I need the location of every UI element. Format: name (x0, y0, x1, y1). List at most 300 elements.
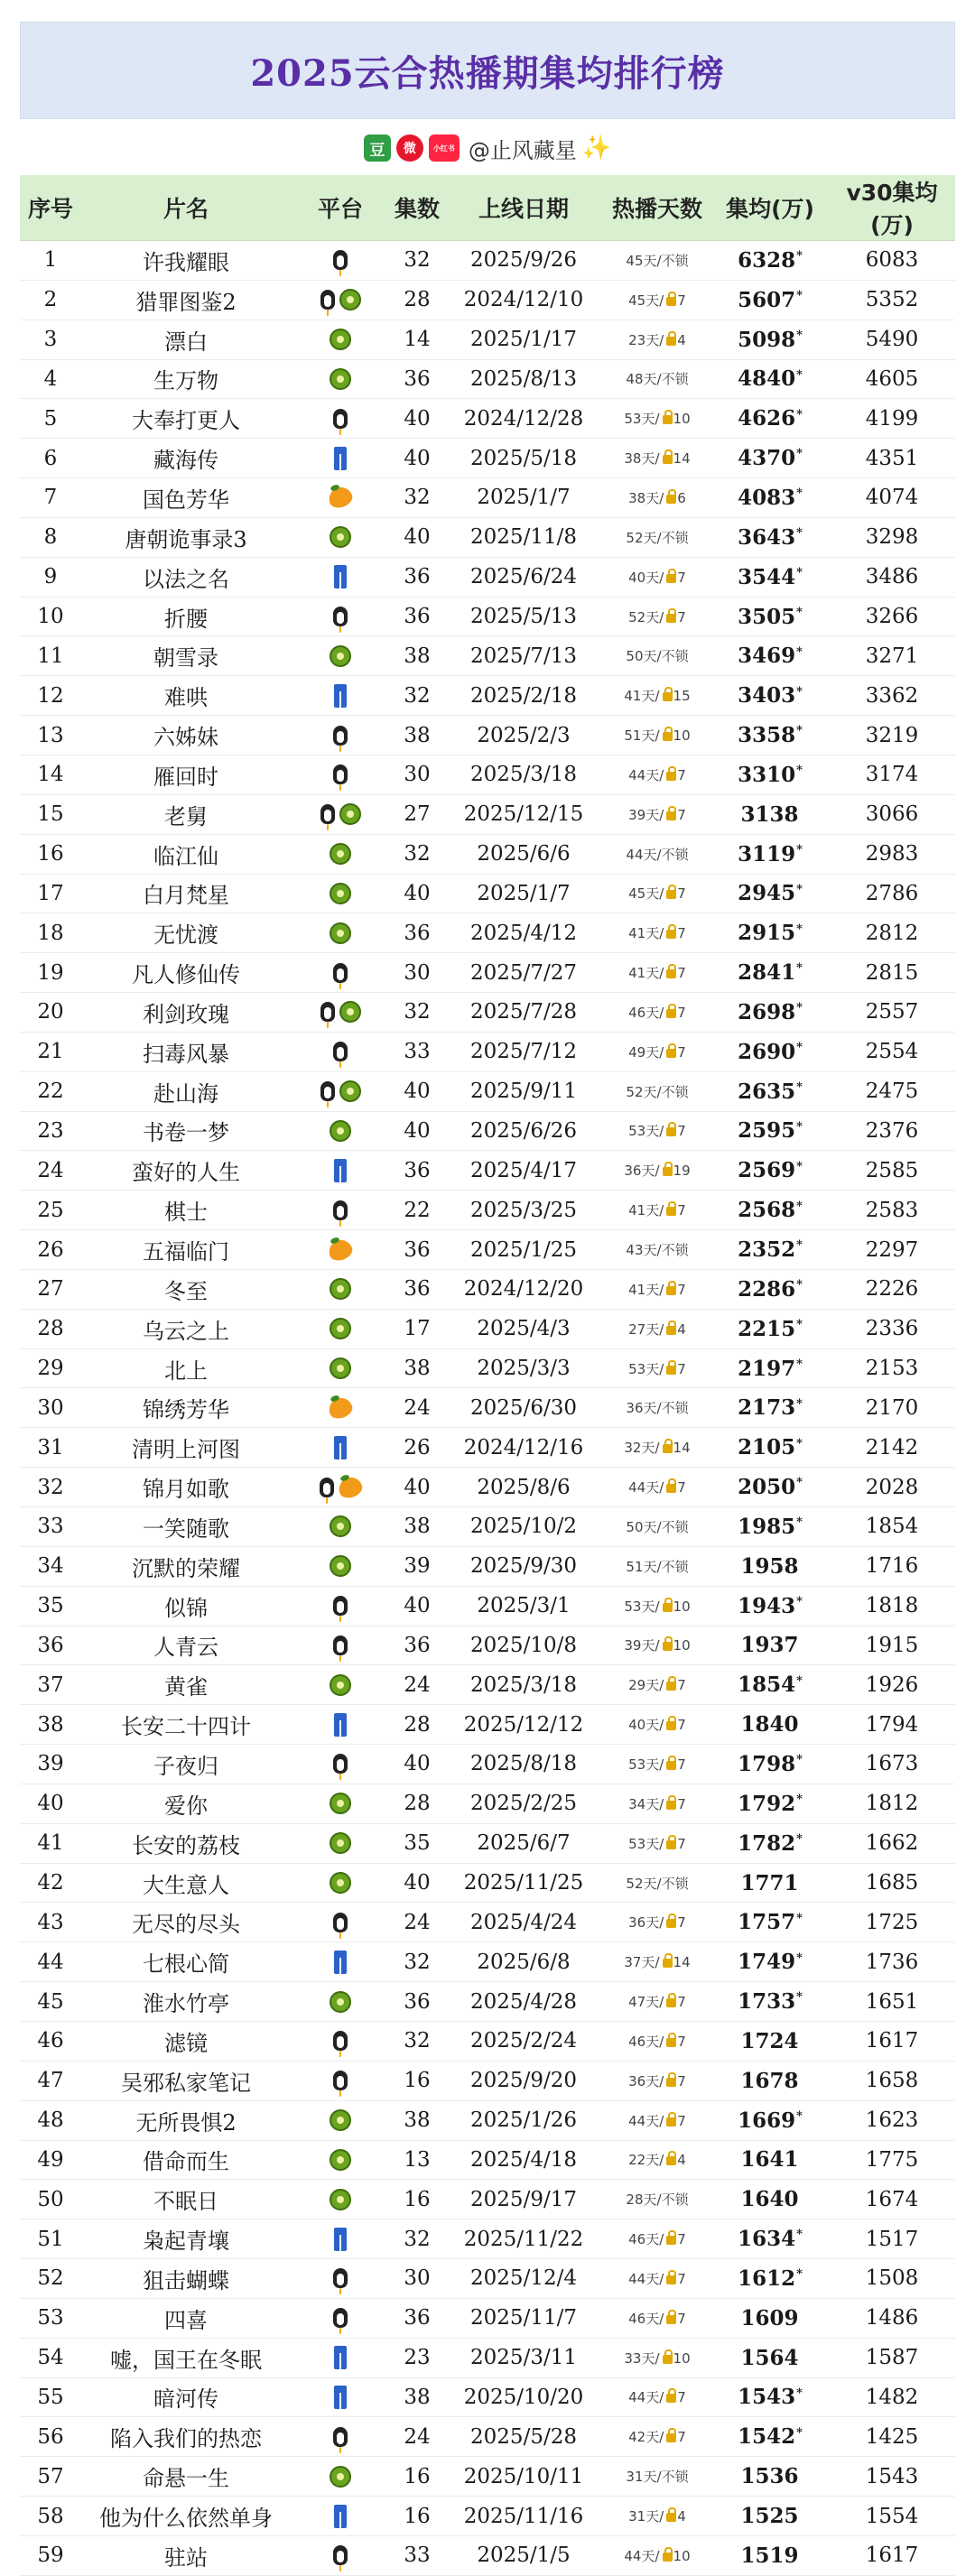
title-cell: 棋士 (81, 1191, 291, 1230)
rank-cell: 1 (20, 241, 81, 281)
lock-days: 7 (677, 292, 686, 309)
hot-days-text: 53天/ (628, 1835, 664, 1852)
avg-cell (711, 1823, 829, 1863)
lock-icon (663, 1603, 673, 1612)
v30-avg-cell: 1617 (829, 2535, 955, 2575)
episodes-cell: 35 (390, 1823, 444, 1863)
title-cell: 锦月如歌 (81, 1468, 291, 1507)
estimate-marker: * (796, 1001, 803, 1015)
table-row (20, 241, 955, 281)
estimate-marker: * (796, 1515, 803, 1530)
avg-value: 5607 (738, 287, 796, 312)
episodes-cell: 40 (390, 1468, 444, 1507)
episodes-cell: 40 (390, 439, 444, 478)
avg-cell (711, 439, 829, 478)
rank-cell: 54 (20, 2338, 81, 2377)
release-date-cell: 2025/6/7 (444, 1823, 603, 1863)
release-date-cell: 2025/4/28 (444, 1982, 603, 2022)
lock-days: 7 (677, 2072, 686, 2090)
rank-cell: 19 (20, 953, 81, 993)
kiwi-icon (330, 2109, 351, 2131)
avg-value: 1543 (738, 2385, 796, 2410)
penguin-icon (332, 763, 348, 786)
lock-days: 7 (677, 885, 686, 903)
estimate-marker: * (796, 684, 803, 699)
lock-days: 7 (677, 2389, 686, 2406)
episodes-cell: 38 (390, 2377, 444, 2417)
platform-cell (291, 1507, 390, 1547)
title-cell: 国色芳华 (81, 478, 291, 518)
avg-value: 1771 (740, 1870, 799, 1895)
rank-cell: 36 (20, 1626, 81, 1665)
hot-days-text: 34天/ (628, 1795, 664, 1812)
table-row (20, 1428, 955, 1468)
title-cell: 猎罪图鉴2 (81, 280, 291, 320)
avg-cell (711, 517, 829, 557)
kiwi-icon (330, 329, 351, 350)
avg-value: 3544 (738, 564, 796, 589)
rank-cell: 2 (20, 280, 81, 320)
table-row (20, 1665, 955, 1705)
avg-value: 5098 (738, 327, 796, 352)
table-row (20, 2219, 955, 2259)
episodes-cell: 40 (390, 1745, 444, 1784)
rank-cell: 48 (20, 2100, 81, 2140)
title-cell: 人青云 (81, 1626, 291, 1665)
release-date-cell: 2025/8/18 (444, 1745, 603, 1784)
episodes-cell: 40 (390, 874, 444, 913)
v30-avg-cell: 3266 (829, 597, 955, 636)
hot-days-cell (603, 1428, 711, 1468)
hot-days-cell (603, 1823, 711, 1863)
release-date-cell: 2025/9/30 (444, 1546, 603, 1586)
platform-cell (291, 2497, 390, 2536)
episodes-cell: 32 (390, 241, 444, 281)
title-cell: 陷入我们的热恋 (81, 2417, 291, 2457)
hot-days-text: 27天/ (628, 1320, 664, 1338)
episodes-cell: 14 (390, 320, 444, 359)
avg-cell (711, 1468, 829, 1507)
hot-days-cell (603, 320, 711, 359)
hot-days-text: 50天/不锁 (626, 648, 689, 665)
estimate-marker: * (796, 1476, 803, 1490)
lock-icon (666, 574, 676, 583)
platform-cell (291, 399, 390, 439)
kiwi-icon (330, 1832, 351, 1854)
episodes-cell: 33 (390, 1032, 444, 1071)
release-date-cell: 2024/12/16 (444, 1428, 603, 1468)
estimate-marker: * (796, 961, 803, 976)
rank-cell: 25 (20, 1191, 81, 1230)
title-cell: 清明上河图 (81, 1428, 291, 1468)
episodes-cell: 36 (390, 359, 444, 399)
lock-icon (666, 772, 676, 781)
episodes-cell: 16 (390, 2180, 444, 2219)
release-date-cell: 2025/2/3 (444, 716, 603, 755)
lock-icon (666, 1682, 676, 1691)
platform-cell (291, 1942, 390, 1982)
rank-cell: 3 (20, 320, 81, 359)
rank-cell: 9 (20, 557, 81, 597)
estimate-marker: * (796, 328, 803, 342)
title-cell: 似锦 (81, 1586, 291, 1626)
hot-days-cell (603, 1745, 711, 1784)
estimate-marker: * (796, 1951, 803, 1965)
release-date-cell: 2025/10/2 (444, 1507, 603, 1547)
lock-days: 7 (677, 1202, 686, 1219)
episodes-cell: 32 (390, 478, 444, 518)
avg-cell (711, 1942, 829, 1982)
mango-icon (336, 1474, 365, 1501)
hot-days-cell (603, 2100, 711, 2140)
hot-days-cell (603, 755, 711, 794)
lock-days: 7 (677, 766, 686, 783)
kiwi-icon (330, 645, 351, 667)
v30-avg-cell: 2028 (829, 1468, 955, 1507)
platform-cell (291, 913, 390, 953)
avg-value: 1840 (740, 1712, 799, 1737)
avg-cell (711, 597, 829, 636)
episodes-cell: 24 (390, 1665, 444, 1705)
table-row (20, 2061, 955, 2100)
estimate-marker: * (796, 724, 803, 738)
avg-value: 1943 (738, 1593, 796, 1618)
kiwi-icon (339, 1001, 361, 1023)
lock-icon (663, 455, 673, 464)
avg-cell (711, 953, 829, 993)
avg-value: 1640 (740, 2187, 799, 2212)
mango-icon (326, 485, 355, 512)
release-date-cell: 2025/8/13 (444, 359, 603, 399)
release-date-cell: 2025/11/25 (444, 1863, 603, 1903)
hot-days-cell (603, 1468, 711, 1507)
estimate-marker: * (796, 1753, 803, 1767)
v30-avg-cell: 1543 (829, 2457, 955, 2497)
avg-value: 1536 (740, 2464, 799, 2489)
jeans-icon (334, 2228, 347, 2251)
episodes-cell: 40 (390, 1863, 444, 1903)
avg-cell (711, 557, 829, 597)
lock-days: 7 (677, 806, 686, 823)
title-cell: 许我耀眼 (81, 241, 291, 281)
episodes-cell: 13 (390, 2140, 444, 2180)
hot-days-text: 44天/ (624, 2547, 660, 2564)
hot-days-text: 36天/不锁 (626, 1400, 689, 1417)
platform-cell (291, 2180, 390, 2219)
avg-value: 1798 (738, 1751, 796, 1776)
rank-cell: 18 (20, 913, 81, 953)
lock-icon (666, 1998, 676, 2007)
estimate-marker: * (796, 1832, 803, 1847)
lock-icon (666, 1326, 676, 1335)
title-cell: 无尽的尽头 (81, 1903, 291, 1942)
hot-days-text: 38天/ (624, 450, 660, 468)
estimate-marker: * (796, 289, 803, 303)
v30-avg-cell: 2376 (829, 1111, 955, 1151)
kiwi-icon (330, 2149, 351, 2171)
platform-cell (291, 320, 390, 359)
hot-days-text: 31天/ (628, 2508, 664, 2525)
hot-days-cell (603, 1665, 711, 1705)
table-row (20, 1309, 955, 1348)
hot-days-cell (603, 2140, 711, 2180)
table-row (20, 913, 955, 953)
avg-value: 1782 (738, 1830, 796, 1856)
release-date-cell: 2025/12/15 (444, 794, 603, 834)
release-date-cell: 2025/1/26 (444, 2100, 603, 2140)
platform-cell (291, 1705, 390, 1745)
platform-cell (291, 993, 390, 1033)
platform-cell (291, 1428, 390, 1468)
hot-days-cell (603, 2298, 711, 2338)
avg-value: 1757 (738, 1910, 796, 1935)
estimate-marker: * (796, 1793, 803, 1807)
episodes-cell: 27 (390, 794, 444, 834)
release-date-cell: 2025/3/1 (444, 1586, 603, 1626)
hot-days-cell (603, 1388, 711, 1428)
header-platform: 平台 (291, 175, 390, 241)
hot-days-text: 47天/ (628, 1994, 664, 2011)
v30-avg-cell: 4074 (829, 478, 955, 518)
v30-avg-cell: 1736 (829, 1942, 955, 1982)
v30-avg-cell: 2815 (829, 953, 955, 993)
platform-cell (291, 1151, 390, 1191)
rank-cell: 26 (20, 1230, 81, 1270)
lock-icon (666, 1484, 676, 1493)
hot-days-text: 53天/ (624, 411, 660, 428)
avg-cell (711, 2140, 829, 2180)
avg-value: 1733 (738, 1989, 796, 2015)
episodes-cell: 33 (390, 2535, 444, 2575)
estimate-marker: * (796, 526, 803, 541)
rank-cell: 32 (20, 1468, 81, 1507)
title-cell: 一笑随歌 (81, 1507, 291, 1547)
platform-cell (291, 834, 390, 874)
title-cell: 以法之名 (81, 557, 291, 597)
rank-cell: 13 (20, 716, 81, 755)
lock-days: 7 (677, 2112, 686, 2129)
lock-icon (666, 1840, 676, 1849)
table-row (20, 1388, 955, 1428)
platform-cell (291, 2417, 390, 2457)
platform-cell (291, 1348, 390, 1388)
platform-cell (291, 2298, 390, 2338)
hot-days-cell (603, 1032, 711, 1071)
penguin-icon (332, 1752, 348, 1775)
lock-days: 4 (677, 2152, 686, 2169)
hot-days-cell (603, 1863, 711, 1903)
release-date-cell: 2025/1/25 (444, 1230, 603, 1270)
avg-cell (711, 280, 829, 320)
v30-avg-cell: 1854 (829, 1507, 955, 1547)
avg-value: 2698 (738, 999, 796, 1024)
lock-days: 15 (673, 688, 691, 705)
v30-avg-cell: 1658 (829, 2061, 955, 2100)
episodes-cell: 40 (390, 1111, 444, 1151)
rank-cell: 27 (20, 1269, 81, 1309)
hot-days-text: 36天/ (624, 1163, 660, 1180)
avg-value: 1669 (738, 2108, 796, 2133)
title-cell: 吴邪私家笔记 (81, 2061, 291, 2100)
rank-cell: 12 (20, 676, 81, 716)
avg-value: 3643 (738, 524, 796, 550)
v30-avg-cell: 1517 (829, 2219, 955, 2259)
hot-days-cell (603, 1191, 711, 1230)
lock-days: 14 (673, 1440, 691, 1457)
v30-avg-cell: 2983 (829, 834, 955, 874)
platform-cell (291, 1863, 390, 1903)
hot-days-cell (603, 1151, 711, 1191)
rank-cell: 30 (20, 1388, 81, 1428)
table-row (20, 676, 955, 716)
hot-days-cell (603, 1784, 711, 1823)
avg-cell (711, 2497, 829, 2536)
weibo-icon: 微 (396, 134, 423, 162)
avg-cell (711, 1507, 829, 1547)
avg-cell (711, 1863, 829, 1903)
lock-days: 7 (677, 1123, 686, 1140)
kiwi-icon (330, 526, 351, 548)
rank-cell: 53 (20, 2298, 81, 2338)
estimate-marker: * (796, 605, 803, 619)
table-row (20, 517, 955, 557)
avg-cell (711, 1982, 829, 2022)
platform-cell (291, 1665, 390, 1705)
avg-cell (711, 1309, 829, 1348)
hot-days-text: 51天/ (624, 727, 660, 745)
rank-cell: 57 (20, 2457, 81, 2497)
hot-days-text: 52天/ (628, 608, 664, 625)
avg-cell (711, 2535, 829, 2575)
lock-days: 10 (673, 1637, 691, 1654)
hot-days-text: 40天/ (628, 1717, 664, 1734)
table-row (20, 1823, 955, 1863)
hot-days-cell (603, 2061, 711, 2100)
rank-cell: 21 (20, 1032, 81, 1071)
estimate-marker: * (796, 447, 803, 461)
hot-days-text: 46天/ (628, 2231, 664, 2248)
hot-days-text: 38天/ (628, 489, 664, 506)
hot-days-cell (603, 874, 711, 913)
estimate-marker: * (796, 1238, 803, 1253)
episodes-cell: 40 (390, 399, 444, 439)
v30-avg-cell: 2226 (829, 1269, 955, 1309)
table-row (20, 2021, 955, 2061)
platform-cell (291, 2535, 390, 2575)
v30-avg-cell: 1926 (829, 1665, 955, 1705)
table-row (20, 280, 955, 320)
table-body (20, 241, 955, 2576)
hot-days-cell (603, 1111, 711, 1151)
hot-days-cell (603, 636, 711, 676)
lock-days: 7 (677, 1914, 686, 1932)
title-cell: 子夜归 (81, 1745, 291, 1784)
lock-days: 7 (677, 1043, 686, 1061)
title-cell: 七根心简 (81, 1942, 291, 1982)
release-date-cell: 2025/6/26 (444, 1111, 603, 1151)
release-date-cell: 2025/4/12 (444, 913, 603, 953)
title-cell: 淮水竹亭 (81, 1982, 291, 2022)
episodes-cell: 22 (390, 1191, 444, 1230)
kiwi-icon (330, 883, 351, 904)
kiwi-icon (330, 922, 351, 944)
hot-days-text: 33天/ (624, 2349, 660, 2367)
episodes-cell: 36 (390, 1151, 444, 1191)
penguin-icon (332, 2029, 348, 2052)
release-date-cell: 2025/1/17 (444, 320, 603, 359)
header-release-date: 上线日期 (444, 175, 603, 241)
lock-days: 7 (677, 2429, 686, 2446)
table-row (20, 1586, 955, 1626)
lock-icon (666, 1049, 676, 1058)
avg-value: 2945 (738, 881, 796, 906)
table-header-row (20, 175, 955, 241)
hot-days-text: 28天/不锁 (626, 2191, 689, 2209)
hot-days-text: 53天/ (628, 1123, 664, 1140)
kiwi-icon (330, 1515, 351, 1537)
platform-cell (291, 1111, 390, 1151)
rank-cell: 4 (20, 359, 81, 399)
lock-icon (663, 732, 673, 741)
estimate-marker: * (796, 2267, 803, 2282)
hot-days-cell (603, 280, 711, 320)
v30-avg-cell: 2812 (829, 913, 955, 953)
kiwi-icon (330, 1872, 351, 1894)
hot-days-text: 49天/ (628, 1043, 664, 1061)
lock-icon (666, 297, 676, 306)
kiwi-icon (330, 1278, 351, 1300)
v30-avg-cell: 5352 (829, 280, 955, 320)
title-cell: 五福临门 (81, 1230, 291, 1270)
table-row (20, 1903, 955, 1942)
platform-cell (291, 794, 390, 834)
platform-cell (291, 1784, 390, 1823)
rank-cell: 50 (20, 2180, 81, 2219)
title-cell: 无所畏惧2 (81, 2100, 291, 2140)
avg-cell (711, 2021, 829, 2061)
v30-avg-cell: 6083 (829, 241, 955, 281)
avg-cell (711, 913, 829, 953)
hot-days-text: 46天/ (628, 2310, 664, 2327)
rank-cell: 31 (20, 1428, 81, 1468)
title-cell: 雁回时 (81, 755, 291, 794)
v30-avg-cell: 2554 (829, 1032, 955, 1071)
table-row (20, 716, 955, 755)
estimate-marker: * (796, 922, 803, 936)
avg-cell (711, 794, 829, 834)
avg-value: 2915 (738, 921, 796, 946)
title-cell: 暗河传 (81, 2377, 291, 2417)
table-row (20, 2100, 955, 2140)
avg-cell (711, 1586, 829, 1626)
hot-days-text: 44天/ (628, 2112, 664, 2129)
title-cell: 乌云之上 (81, 1309, 291, 1348)
hot-days-cell (603, 1705, 711, 1745)
lock-days: 7 (677, 608, 686, 625)
avg-cell (711, 1230, 829, 1270)
table-row (20, 1784, 955, 1823)
title-cell: 难哄 (81, 676, 291, 716)
release-date-cell: 2025/6/8 (444, 1942, 603, 1982)
release-date-cell: 2025/4/3 (444, 1309, 603, 1348)
release-date-cell: 2025/2/25 (444, 1784, 603, 1823)
avg-cell (711, 1388, 829, 1428)
table-row (20, 1151, 955, 1191)
hot-days-cell (603, 1507, 711, 1547)
platform-cell (291, 2377, 390, 2417)
v30-avg-cell: 2142 (829, 1428, 955, 1468)
rank-cell: 22 (20, 1071, 81, 1111)
